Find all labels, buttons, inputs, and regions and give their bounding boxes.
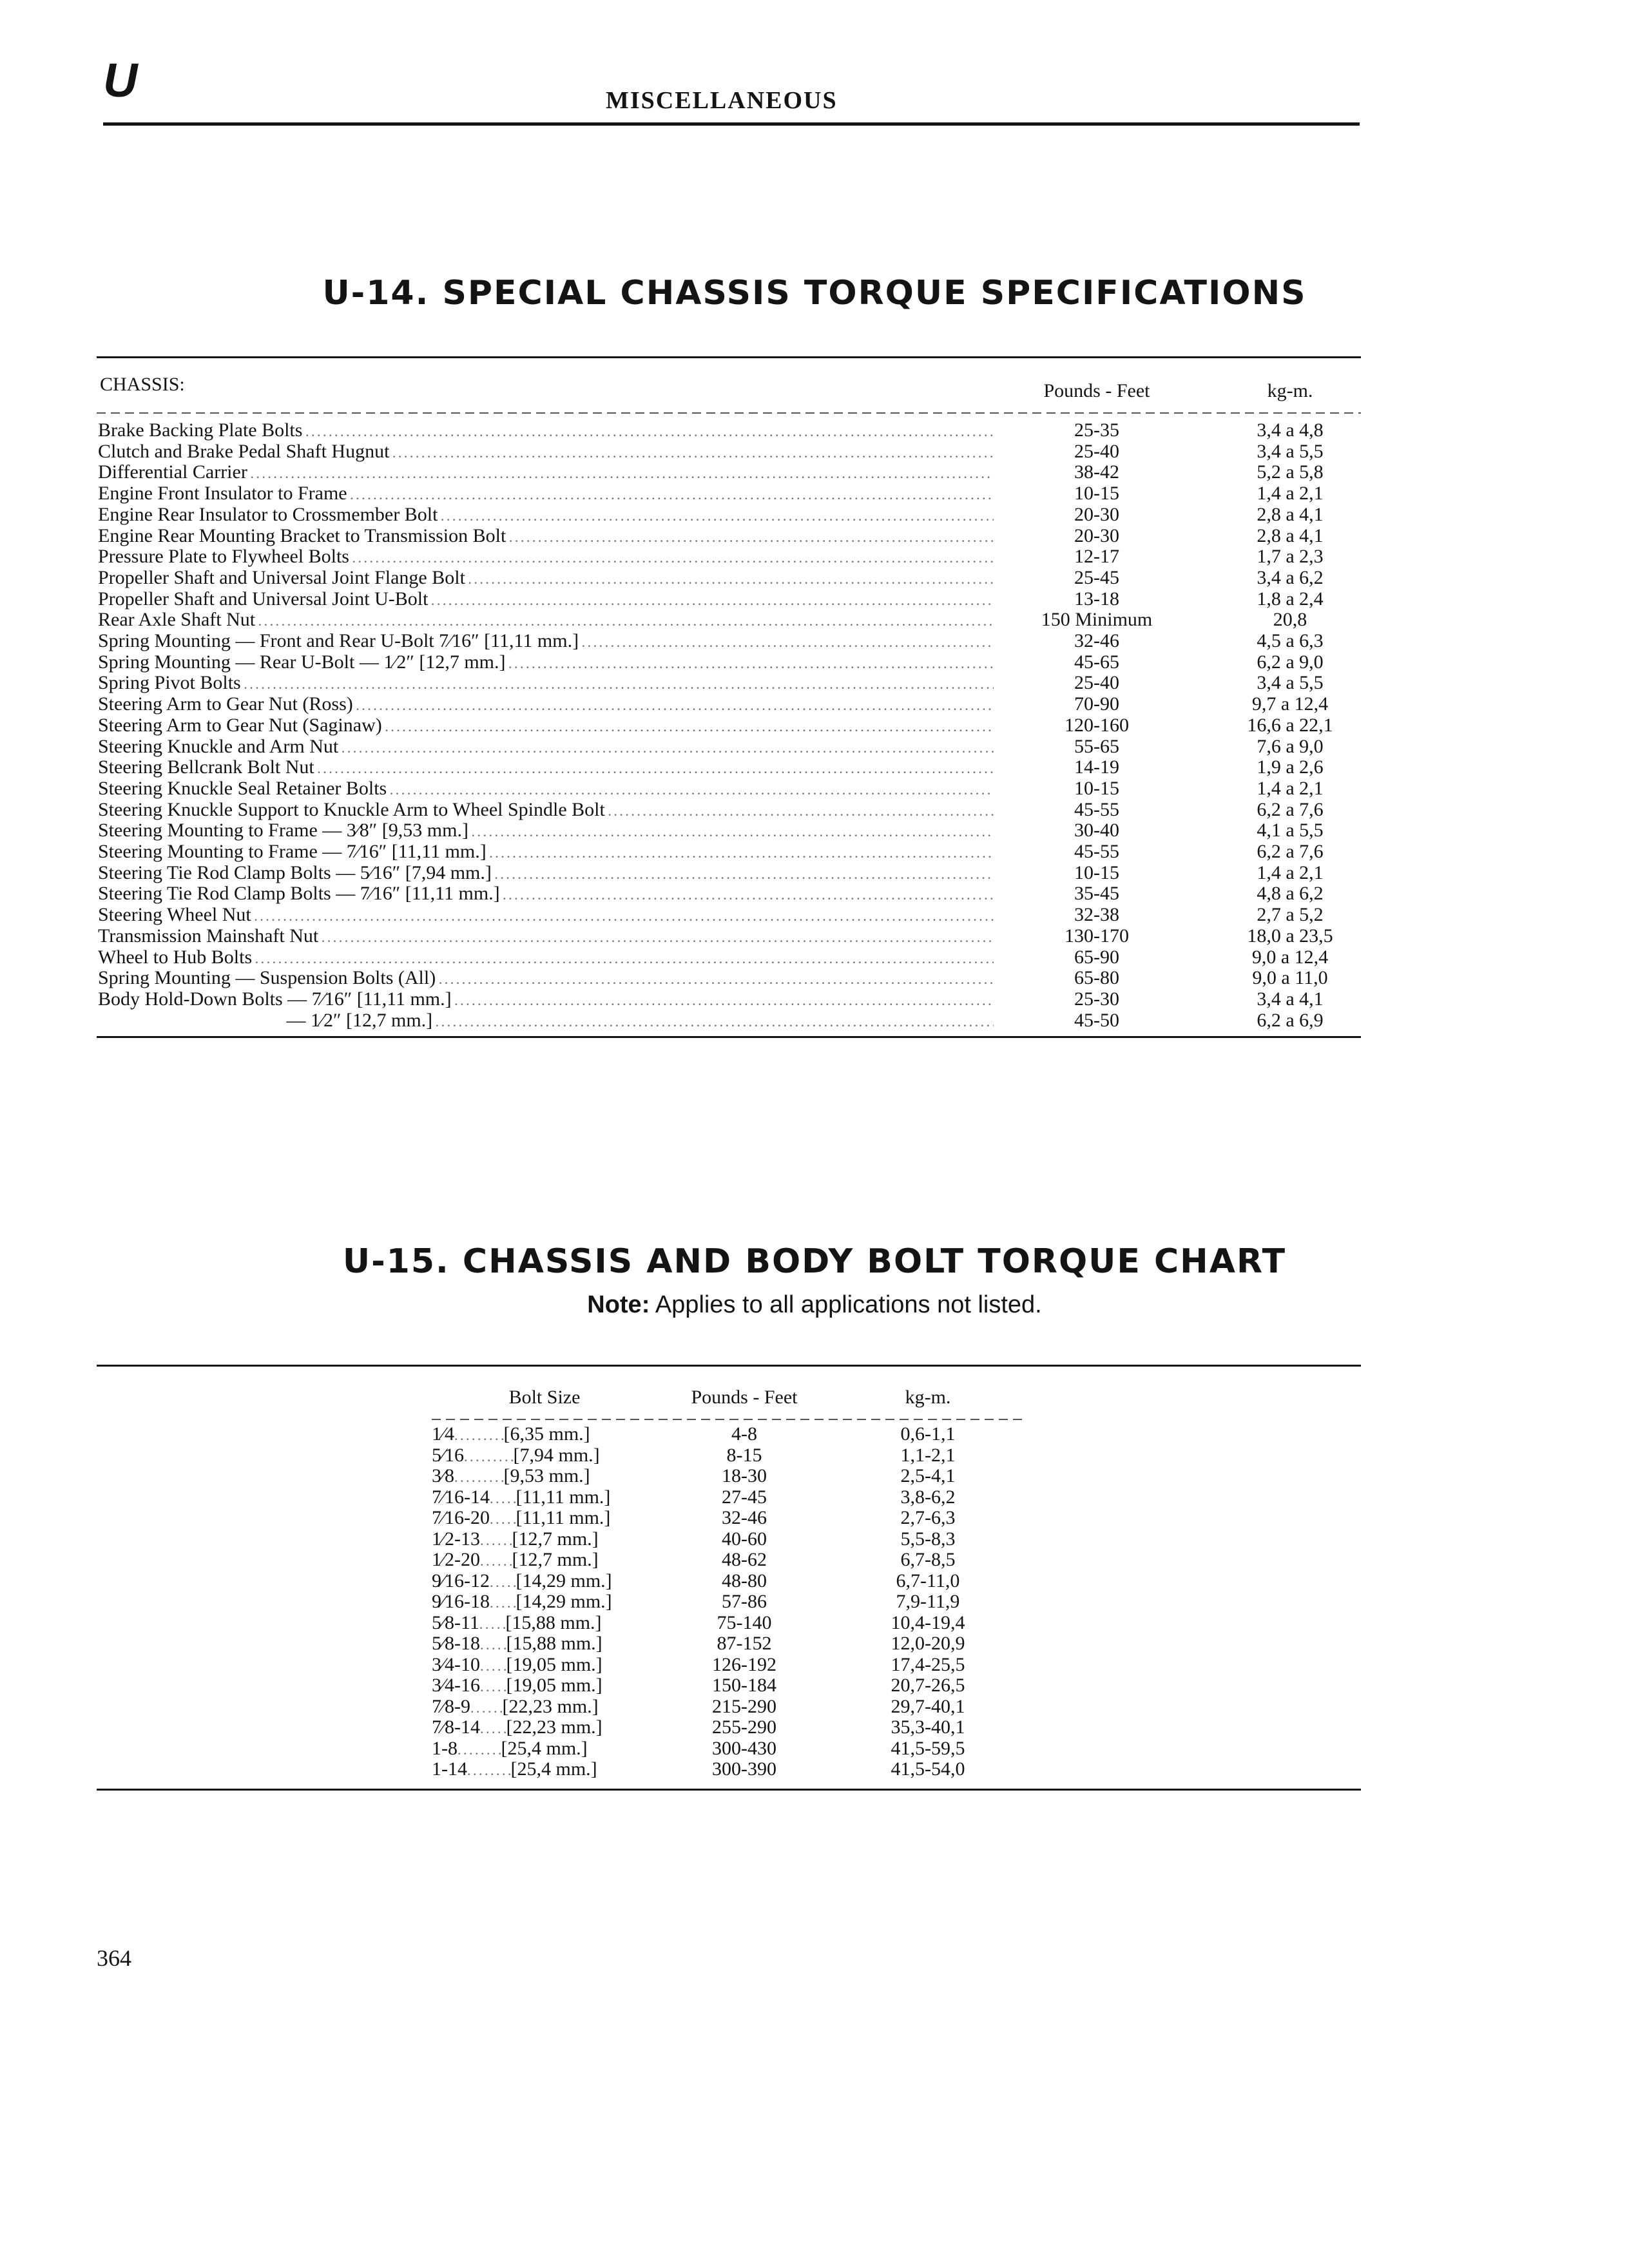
bolt-size-leader: . . . . . xyxy=(490,1511,516,1527)
table1-row xyxy=(98,800,1361,820)
bolt-size-fraction: 5⁄8-11 xyxy=(432,1612,479,1633)
table2-row xyxy=(432,1445,1025,1466)
row-kg-m: 9,0 a 12,4 xyxy=(1251,946,1329,968)
row-kg-m: 3,4 a 4,1 xyxy=(1257,988,1324,1010)
row-pounds-feet: 70-90 xyxy=(1074,693,1119,715)
row-kg-m: 9,7 a 12,4 xyxy=(1251,693,1329,715)
row-kg-m: 1,1-2,1 xyxy=(900,1444,956,1466)
row-pounds-feet: 10-15 xyxy=(1074,777,1119,799)
table1-row xyxy=(98,631,1361,651)
table2-row xyxy=(432,1613,1025,1633)
row-pounds-feet: 45-55 xyxy=(1074,841,1119,862)
row-pounds-feet: 65-80 xyxy=(1074,967,1119,989)
row-label: Propeller Shaft and Universal Joint Flange Bolt . . . xyxy=(98,568,994,590)
row-label: Steering Knuckle and Arm Nut . . . xyxy=(98,736,994,758)
row-kg-m: 1,4 a 2,1 xyxy=(1257,483,1324,505)
row-kg-m: 20,8 xyxy=(1273,609,1307,631)
table1-row xyxy=(98,968,1361,988)
row-pounds-feet: 45-50 xyxy=(1074,1009,1119,1031)
row-bolt-size xyxy=(432,1696,657,1718)
row-bolt-size xyxy=(432,1466,657,1488)
row-kg-m: 4,5 a 6,3 xyxy=(1257,630,1324,651)
table2-row xyxy=(432,1675,1025,1696)
row-kg-m: 2,7-6,3 xyxy=(900,1507,956,1528)
row-kg-m: 3,4 a 6,2 xyxy=(1257,566,1324,588)
bolt-size-mm: [14,29 mm.] xyxy=(516,1570,612,1591)
row-label: Steering Mounting to Frame — 7⁄16″ [11,11 mm.] . . . xyxy=(98,841,994,863)
row-label: Steering Mounting to Frame — 3⁄8″ [9,53 mm.] . . . xyxy=(98,820,994,842)
row-pounds-feet: 14-19 xyxy=(1074,756,1119,778)
row-kg-m: 1,4 a 2,1 xyxy=(1257,777,1324,799)
row-pounds-feet: 35-45 xyxy=(1074,883,1119,905)
table1-row xyxy=(98,820,1361,841)
row-kg-m: 18,0 a 23,5 xyxy=(1247,925,1333,947)
bolt-size-leader: . . . . . . . . xyxy=(467,1762,511,1778)
bolt-size-mm: [25,4 mm.] xyxy=(501,1738,588,1759)
row-kg-m: 35,3-40,1 xyxy=(891,1716,965,1738)
bolt-size-mm: [15,88 mm.] xyxy=(505,1612,602,1633)
bolt-size-fraction: 1-14 xyxy=(432,1759,467,1780)
table2-row xyxy=(432,1466,1025,1486)
table2-bottom-rule xyxy=(97,1789,1361,1791)
table2-row xyxy=(432,1655,1025,1675)
table2-row xyxy=(432,1487,1025,1508)
row-pounds-feet: 87-152 xyxy=(717,1633,772,1654)
row-bolt-size xyxy=(432,1717,657,1739)
row-bolt-size xyxy=(432,1550,657,1571)
table2-header-rule xyxy=(432,1419,1025,1420)
table2-row xyxy=(432,1529,1025,1550)
row-label: Steering Arm to Gear Nut (Saginaw) . . . xyxy=(98,715,994,737)
row-label: Pressure Plate to Flywheel Bolts . . . xyxy=(98,546,994,568)
table1-row xyxy=(98,883,1361,904)
header-title: MISCELLANEOUS xyxy=(606,87,838,114)
bolt-size-fraction: 1⁄2-13 xyxy=(432,1528,480,1550)
bolt-size-leader: . . . . . xyxy=(480,1720,506,1736)
row-kg-m: 41,5-54,0 xyxy=(891,1758,965,1780)
bolt-size-mm: [11,11 mm.] xyxy=(516,1508,611,1528)
row-pounds-feet: 13-18 xyxy=(1074,588,1119,610)
row-bolt-size xyxy=(432,1508,657,1530)
row-label: Spring Mounting — Front and Rear U-Bolt 7⁄16″ [11,11 mm.] . . . xyxy=(98,631,994,653)
bolt-size-fraction: 5⁄8-18 xyxy=(432,1633,480,1654)
bolt-size-fraction: 9⁄16-18 xyxy=(432,1591,490,1612)
bolt-size-mm: [9,53 mm.] xyxy=(503,1466,590,1486)
row-pounds-feet: 40-60 xyxy=(722,1528,767,1550)
row-kg-m: 16,6 a 22,1 xyxy=(1247,714,1333,736)
row-bolt-size xyxy=(432,1655,657,1677)
row-label: Wheel to Hub Bolts . . . xyxy=(98,947,994,969)
row-pounds-feet: 10-15 xyxy=(1074,483,1119,505)
row-label: Steering Bellcrank Bolt Nut . . . xyxy=(98,757,994,779)
row-kg-m: 4,1 a 5,5 xyxy=(1257,820,1324,841)
table2-title: U-15. CHASSIS AND BODY BOLT TORQUE CHART xyxy=(342,1242,1287,1281)
table2-row xyxy=(432,1550,1025,1570)
row-pounds-feet: 25-30 xyxy=(1074,988,1119,1010)
row-kg-m: 6,7-11,0 xyxy=(896,1570,960,1591)
row-kg-m: 1,9 a 2,6 xyxy=(1257,756,1324,778)
row-bolt-size xyxy=(432,1424,657,1446)
row-label: Steering Wheel Nut . . . xyxy=(98,905,994,927)
table1-col-label: CHASSIS: xyxy=(100,374,185,395)
bolt-size-leader: . . . . . xyxy=(479,1615,506,1632)
row-pounds-feet: 120-160 xyxy=(1065,714,1129,736)
row-pounds-feet: 130-170 xyxy=(1065,925,1129,947)
table1-bottom-rule xyxy=(97,1036,1361,1038)
bolt-size-fraction: 9⁄16-12 xyxy=(432,1570,490,1591)
row-label: — 1⁄2″ [12,7 mm.] . . . xyxy=(98,1010,994,1032)
bolt-size-leader: . . . . . . . . . xyxy=(464,1448,514,1465)
bolt-size-leader: . . . . . . xyxy=(480,1532,512,1548)
bolt-size-fraction: 7⁄8-14 xyxy=(432,1717,480,1738)
table1-top-rule xyxy=(97,356,1361,358)
row-pounds-feet: 48-80 xyxy=(722,1570,767,1591)
table1-row xyxy=(98,462,1361,483)
row-kg-m: 2,8 a 4,1 xyxy=(1257,503,1324,525)
row-bolt-size xyxy=(432,1759,657,1781)
row-kg-m: 6,2 a 7,6 xyxy=(1257,841,1324,862)
row-pounds-feet: 10-15 xyxy=(1074,861,1119,883)
table2-row xyxy=(432,1508,1025,1528)
row-pounds-feet: 38-42 xyxy=(1074,461,1119,483)
bolt-size-fraction: 7⁄16-20 xyxy=(432,1508,490,1528)
row-label: Engine Front Insulator to Frame . . . xyxy=(98,483,994,505)
row-kg-m: 17,4-25,5 xyxy=(891,1653,965,1675)
row-bolt-size xyxy=(432,1445,657,1467)
bolt-size-mm: [19,05 mm.] xyxy=(506,1675,602,1696)
section-letter: U xyxy=(103,53,138,107)
row-bolt-size xyxy=(432,1613,657,1635)
row-label: Engine Rear Insulator to Crossmember Bolt . . . xyxy=(98,505,994,526)
row-kg-m: 3,8-6,2 xyxy=(900,1486,956,1508)
row-pounds-feet: 25-35 xyxy=(1074,419,1119,441)
row-kg-m: 1,4 a 2,1 xyxy=(1257,861,1324,883)
table1-row xyxy=(98,526,1361,546)
table1-row xyxy=(98,441,1361,462)
table1-row xyxy=(98,947,1361,968)
table1-row xyxy=(98,505,1361,525)
row-kg-m: 10,4-19,4 xyxy=(891,1611,965,1633)
table2-note-text: Applies to all applications not listed. xyxy=(655,1291,1042,1318)
row-kg-m: 20,7-26,5 xyxy=(891,1675,965,1696)
row-pounds-feet: 32-46 xyxy=(722,1507,767,1528)
table2-col-size: Bolt Size xyxy=(508,1387,581,1408)
row-label: Spring Mounting — Rear U-Bolt — 1⁄2″ [12,7 mm.] . . . xyxy=(98,652,994,674)
row-label: Spring Mounting — Suspension Bolts (All) . . . xyxy=(98,968,994,990)
row-label: Rear Axle Shaft Nut . . . xyxy=(98,610,994,631)
table1-header-rule xyxy=(97,412,1361,414)
row-label: Steering Arm to Gear Nut (Ross) . . . xyxy=(98,694,994,716)
table1-row xyxy=(98,905,1361,925)
row-pounds-feet: 25-40 xyxy=(1074,440,1119,462)
row-label: Brake Backing Plate Bolts . . . xyxy=(98,420,994,442)
row-kg-m: 2,8 a 4,1 xyxy=(1257,524,1324,546)
row-pounds-feet: 300-430 xyxy=(712,1737,776,1759)
row-pounds-feet: 150-184 xyxy=(712,1675,776,1696)
row-kg-m: 4,8 a 6,2 xyxy=(1257,883,1324,905)
row-label: Spring Pivot Bolts . . . xyxy=(98,673,994,695)
table1-row xyxy=(98,568,1361,588)
table1-row xyxy=(98,420,1361,441)
row-kg-m: 3,4 a 5,5 xyxy=(1257,440,1324,462)
bolt-size-leader: . . . . . xyxy=(480,1678,506,1695)
row-kg-m: 6,2 a 9,0 xyxy=(1257,651,1324,673)
table2-note xyxy=(0,1291,1629,1319)
bolt-size-mm: [11,11 mm.] xyxy=(516,1486,611,1508)
row-kg-m: 2,5-4,1 xyxy=(900,1465,956,1486)
row-label: Steering Knuckle Support to Knuckle Arm to Wheel Spindle Bolt . . . xyxy=(98,800,994,822)
table1-row xyxy=(98,736,1361,757)
table1-row xyxy=(98,715,1361,736)
row-label: Steering Knuckle Seal Retainer Bolts . . . xyxy=(98,778,994,800)
bolt-size-mm: [15,88 mm.] xyxy=(506,1633,602,1654)
bolt-size-fraction: 7⁄16-14 xyxy=(432,1486,490,1508)
bolt-size-leader: . . . . . . . . . xyxy=(454,1469,504,1485)
table1-col-lb: Pounds - Feet xyxy=(1043,380,1150,401)
row-bolt-size xyxy=(432,1487,657,1509)
table1-row xyxy=(98,841,1361,862)
row-pounds-feet: 57-86 xyxy=(722,1591,767,1612)
row-pounds-feet: 4-8 xyxy=(731,1423,757,1445)
row-pounds-feet: 65-90 xyxy=(1074,946,1119,968)
bolt-size-leader: . . . . . . xyxy=(470,1699,503,1716)
table2-note-label: Note: xyxy=(587,1291,650,1318)
row-label: Steering Tie Rod Clamp Bolts — 5⁄16″ [7,94 mm.] . . . xyxy=(98,863,994,885)
row-pounds-feet: 25-45 xyxy=(1074,566,1119,588)
row-kg-m: 7,6 a 9,0 xyxy=(1257,735,1324,757)
row-bolt-size xyxy=(432,1633,657,1655)
row-label: Body Hold-Down Bolts — 7⁄16″ [11,11 mm.] . . . xyxy=(98,989,994,1011)
row-pounds-feet: 126-192 xyxy=(712,1653,776,1675)
row-label: Propeller Shaft and Universal Joint U-Bolt . . . xyxy=(98,589,994,611)
table1-row xyxy=(98,652,1361,673)
bolt-size-mm: [25,4 mm.] xyxy=(510,1759,597,1780)
row-pounds-feet: 300-390 xyxy=(712,1758,776,1780)
header-rule xyxy=(103,122,1360,126)
table2-row xyxy=(432,1759,1025,1780)
row-kg-m: 12,0-20,9 xyxy=(891,1633,965,1654)
bolt-size-fraction: 5⁄16 xyxy=(432,1445,465,1466)
row-kg-m: 3,4 a 4,8 xyxy=(1257,419,1324,441)
row-pounds-feet: 27-45 xyxy=(722,1486,767,1508)
row-kg-m: 6,7-8,5 xyxy=(900,1549,956,1570)
bolt-size-fraction: 7⁄8-9 xyxy=(432,1696,470,1717)
page-number: 364 xyxy=(97,1945,131,1971)
table1-title: U-14. SPECIAL CHASSIS TORQUE SPECIFICATIONS xyxy=(322,274,1307,312)
row-bolt-size xyxy=(432,1738,657,1760)
row-kg-m: 5,2 a 5,8 xyxy=(1257,461,1324,483)
table1-row xyxy=(98,483,1361,504)
row-label: Steering Tie Rod Clamp Bolts — 7⁄16″ [11,11 mm.] . . . xyxy=(98,883,994,905)
bolt-size-fraction: 3⁄8 xyxy=(432,1466,455,1486)
row-pounds-feet: 20-30 xyxy=(1074,524,1119,546)
bolt-size-leader: . . . . . xyxy=(480,1657,506,1674)
table1-row xyxy=(98,1010,1361,1031)
row-pounds-feet: 75-140 xyxy=(717,1611,772,1633)
row-kg-m: 2,7 a 5,2 xyxy=(1257,904,1324,926)
bolt-size-mm: [7,94 mm.] xyxy=(513,1445,600,1466)
table1-row xyxy=(98,926,1361,947)
row-pounds-feet: 30-40 xyxy=(1074,820,1119,841)
row-pounds-feet: 32-46 xyxy=(1074,630,1119,651)
table1-row xyxy=(98,778,1361,799)
row-pounds-feet: 45-65 xyxy=(1074,651,1119,673)
row-kg-m: 29,7-40,1 xyxy=(891,1695,965,1717)
row-label: Engine Rear Mounting Bracket to Transmission Bolt . . . xyxy=(98,526,994,548)
row-pounds-feet: 55-65 xyxy=(1074,735,1119,757)
table2-row xyxy=(432,1738,1025,1759)
bolt-size-leader: . . . . . xyxy=(480,1637,506,1653)
bolt-size-fraction: 1⁄2-20 xyxy=(432,1550,480,1570)
bolt-size-leader: . . . . . xyxy=(490,1490,516,1506)
table2-row xyxy=(432,1696,1025,1717)
table1-row xyxy=(98,673,1361,693)
bolt-size-mm: [14,29 mm.] xyxy=(516,1591,612,1612)
row-pounds-feet: 12-17 xyxy=(1074,546,1119,568)
table1-row xyxy=(98,610,1361,630)
row-bolt-size xyxy=(432,1675,657,1697)
table2-row xyxy=(432,1424,1025,1445)
row-bolt-size xyxy=(432,1529,657,1551)
table2-row xyxy=(432,1591,1025,1612)
row-pounds-feet: 48-62 xyxy=(722,1549,767,1570)
bolt-size-fraction: 3⁄4-16 xyxy=(432,1675,480,1696)
table2-top-rule xyxy=(97,1365,1361,1367)
row-kg-m: 6,2 a 7,6 xyxy=(1257,798,1324,820)
bolt-size-mm: [22,23 mm.] xyxy=(502,1696,599,1717)
row-kg-m: 41,5-59,5 xyxy=(891,1737,965,1759)
row-pounds-feet: 8-15 xyxy=(726,1444,762,1466)
table2-row xyxy=(432,1633,1025,1654)
row-pounds-feet: 150 Minimum xyxy=(1041,609,1153,631)
bolt-size-mm: [12,7 mm.] xyxy=(512,1528,599,1550)
bolt-size-leader: . . . . . . . . . xyxy=(454,1427,504,1443)
bolt-size-fraction: 3⁄4-10 xyxy=(432,1654,480,1675)
bolt-size-leader: . . . . . xyxy=(490,1573,516,1590)
row-pounds-feet: 25-40 xyxy=(1074,672,1119,694)
bolt-size-leader: . . . . . xyxy=(490,1595,516,1611)
row-kg-m: 1,7 a 2,3 xyxy=(1257,546,1324,568)
bolt-size-mm: [22,23 mm.] xyxy=(506,1717,602,1738)
table1-row xyxy=(98,694,1361,715)
table1-row xyxy=(98,589,1361,610)
row-kg-m: 9,0 a 11,0 xyxy=(1252,967,1328,989)
bolt-size-fraction: 1⁄4 xyxy=(432,1424,455,1445)
row-kg-m: 3,4 a 5,5 xyxy=(1257,672,1324,694)
row-kg-m: 1,8 a 2,4 xyxy=(1257,588,1324,610)
row-kg-m: 0,6-1,1 xyxy=(900,1423,956,1445)
table2-row xyxy=(432,1571,1025,1591)
row-pounds-feet: 215-290 xyxy=(712,1695,776,1717)
table2-col-lb: Pounds - Feet xyxy=(691,1387,798,1408)
table2-row xyxy=(432,1717,1025,1738)
table2-col-kg: kg-m. xyxy=(905,1387,951,1408)
bolt-size-mm: [12,7 mm.] xyxy=(512,1550,599,1570)
bolt-size-leader: . . . . . . . . xyxy=(458,1741,501,1758)
row-bolt-size xyxy=(432,1571,657,1593)
row-kg-m: 6,2 a 6,9 xyxy=(1257,1009,1324,1031)
row-label: Transmission Mainshaft Nut . . . xyxy=(98,926,994,948)
bolt-size-leader: . . . . . . xyxy=(480,1553,512,1569)
table1-col-kg: kg-m. xyxy=(1267,380,1313,401)
row-kg-m: 5,5-8,3 xyxy=(900,1528,956,1550)
table1-row xyxy=(98,863,1361,883)
row-bolt-size xyxy=(432,1591,657,1613)
row-pounds-feet: 45-55 xyxy=(1074,798,1119,820)
bolt-size-mm: [6,35 mm.] xyxy=(503,1424,590,1445)
table1-row xyxy=(98,757,1361,778)
row-pounds-feet: 32-38 xyxy=(1074,904,1119,926)
row-kg-m: 7,9-11,9 xyxy=(896,1591,960,1612)
row-label: Clutch and Brake Pedal Shaft Hugnut . . . xyxy=(98,441,994,463)
bolt-size-mm: [19,05 mm.] xyxy=(506,1654,602,1675)
row-pounds-feet: 20-30 xyxy=(1074,503,1119,525)
table1-row xyxy=(98,989,1361,1010)
row-pounds-feet: 255-290 xyxy=(712,1716,776,1738)
row-label: Differential Carrier . . . xyxy=(98,462,994,484)
row-pounds-feet: 18-30 xyxy=(722,1465,767,1486)
bolt-size-fraction: 1-8 xyxy=(432,1738,458,1759)
table1-row xyxy=(98,546,1361,567)
